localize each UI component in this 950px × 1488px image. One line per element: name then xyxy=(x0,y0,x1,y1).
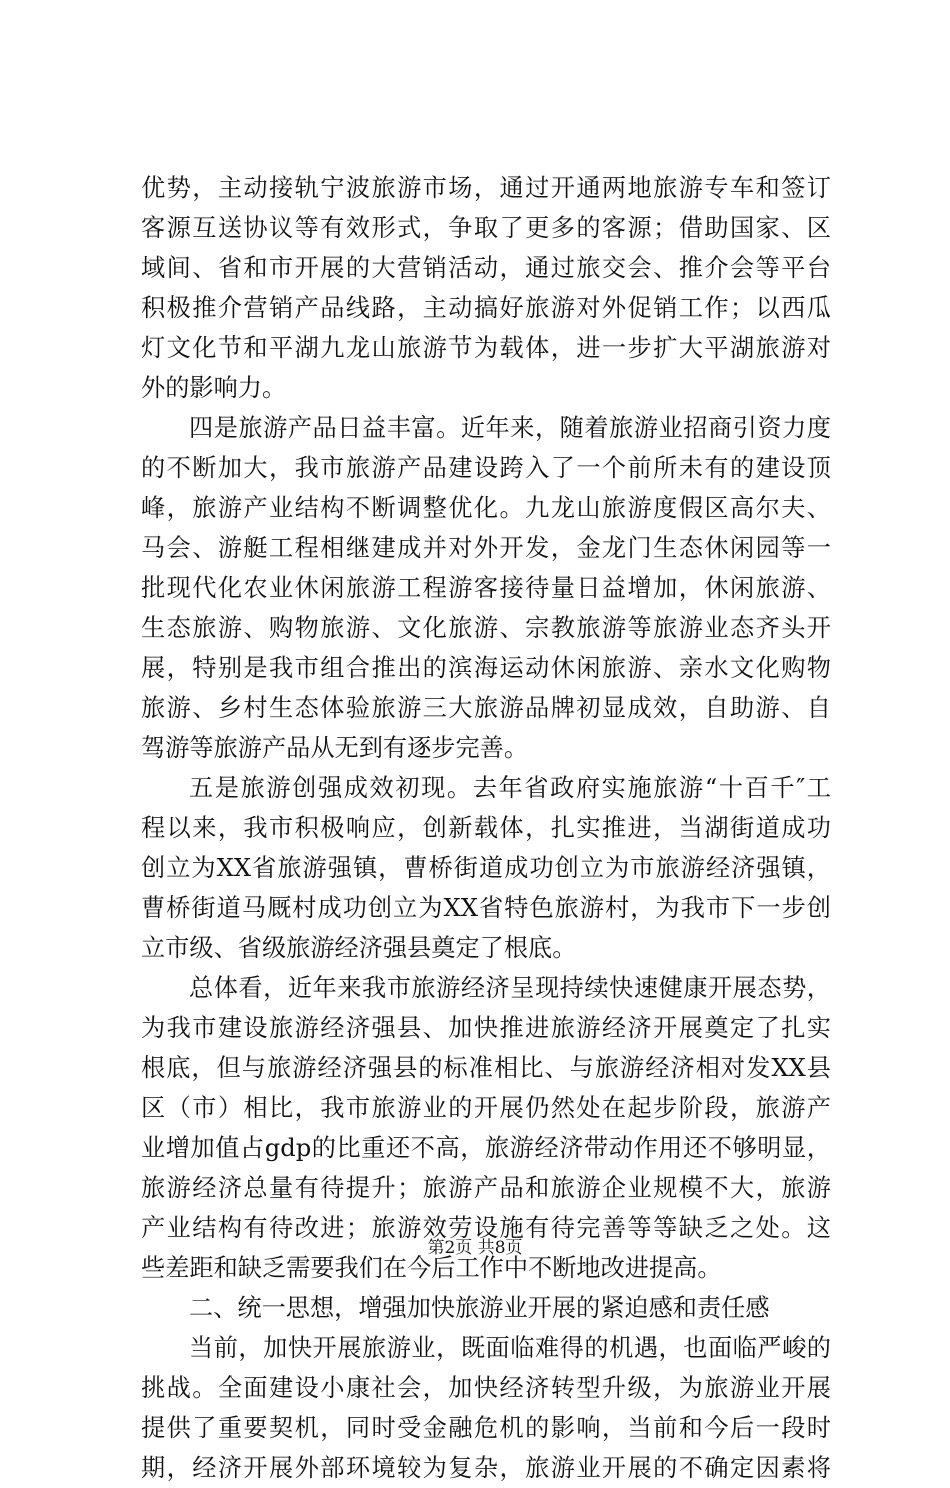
text-line: 业增加值占gdp的比重还不高，旅游经济带动作用还不够明显， xyxy=(141,1134,831,1162)
text-line: 优势，主动接轨宁波旅游市场，通过开通两地旅游专车和签订 xyxy=(141,174,831,202)
text-line: 挑战。全面建设小康社会，加快经济转型升级，为旅游业开展 xyxy=(141,1374,831,1402)
text-line: 提供了重要契机，同时受金融危机的影响，当前和今后一段时 xyxy=(141,1414,831,1442)
text-line: 客源互送协议等有效形式，争取了更多的客源；借助国家、区 xyxy=(141,214,831,242)
text-line: 批现代化农业休闲旅游工程游客接待量日益增加，休闲旅游、 xyxy=(141,574,831,602)
text-line: 些差距和缺乏需要我们在今后工作中不断地改进提高。 xyxy=(141,1254,722,1282)
text-line: 灯文化节和平湖九龙山旅游节为载体，进一步扩大平湖旅游对 xyxy=(141,334,831,362)
text-line: 立市级、省级旅游经济强县奠定了根底。 xyxy=(141,934,577,962)
text-line: 根底，但与旅游经济强县的标准相比、与旅游经济相对发XX县 xyxy=(141,1054,831,1082)
text-line: 曹桥街道马厩村成功创立为XX省特色旅游村，为我市下一步创 xyxy=(141,894,831,922)
text-line: 区（市）相比，我市旅游业的开展仍然处在起步阶段，旅游产 xyxy=(141,1094,831,1122)
text-line: 程以来，我市积极响应，创新载体，扎实推进，当湖街道成功 xyxy=(141,814,831,842)
paragraph-start-line: 总体看，近年来我市旅游经济呈现持续快速健康开展态势， xyxy=(189,974,831,1002)
text-line: 马会、游艇工程相继建成并对外开发，金龙门生态休闲园等一 xyxy=(141,534,831,562)
paragraph-start-line: 当前，加快开展旅游业，既面临难得的机遇，也面临严峻的 xyxy=(189,1334,831,1362)
text-line: 创立为XX省旅游强镇，曹桥街道成功创立为市旅游经济强镇， xyxy=(141,854,831,882)
section-heading: 二、统一思想，增强加快旅游业开展的紧迫感和责任感 xyxy=(189,1294,770,1322)
text-line: 期，经济开展外部环境较为复杂，旅游业开展的不确定因素将 xyxy=(141,1454,831,1482)
text-line: 积极推介营销产品线路，主动搞好旅游对外促销工作；以西瓜 xyxy=(141,294,831,322)
paragraph-start-line: 四是旅游产品日益丰富。近年来，随着旅游业招商引资力度 xyxy=(189,414,831,442)
text-line: 为我市建设旅游经济强县、加快推进旅游经济开展奠定了扎实 xyxy=(141,1014,831,1042)
text-line: 驾游等旅游产品从无到有逐步完善。 xyxy=(141,734,529,762)
text-line: 生态旅游、购物旅游、文化旅游、宗教旅游等旅游业态齐头开 xyxy=(141,614,831,642)
text-line: 域间、省和市开展的大营销活动，通过旅交会、推介会等平台 xyxy=(141,254,831,282)
text-line: 旅游、乡村生态体验旅游三大旅游品牌初显成效，自助游、自 xyxy=(141,694,831,722)
text-line: 旅游经济总量有待提升；旅游产品和旅游企业规模不大，旅游 xyxy=(141,1174,831,1202)
text-line: 产业结构有待改进；旅游效劳设施有待完善等等缺乏之处。这 xyxy=(141,1214,831,1242)
text-line: 外的影响力。 xyxy=(141,374,287,402)
paragraph-start-line: 五是旅游创强成效初现。去年省政府实施旅游“十百千″工 xyxy=(189,774,831,802)
body-text xyxy=(141,168,831,1488)
text-line: 展，特别是我市组合推出的滨海运动休闲旅游、亲水文化购物 xyxy=(141,654,831,682)
text-line: 峰，旅游产业结构不断调整优化。九龙山旅游度假区高尔夫、 xyxy=(141,494,831,522)
text-line: 的不断加大，我市旅游产品建设跨入了一个前所未有的建设顶 xyxy=(141,454,831,482)
page-number-footer: 第2页 共8页 xyxy=(427,1238,523,1258)
